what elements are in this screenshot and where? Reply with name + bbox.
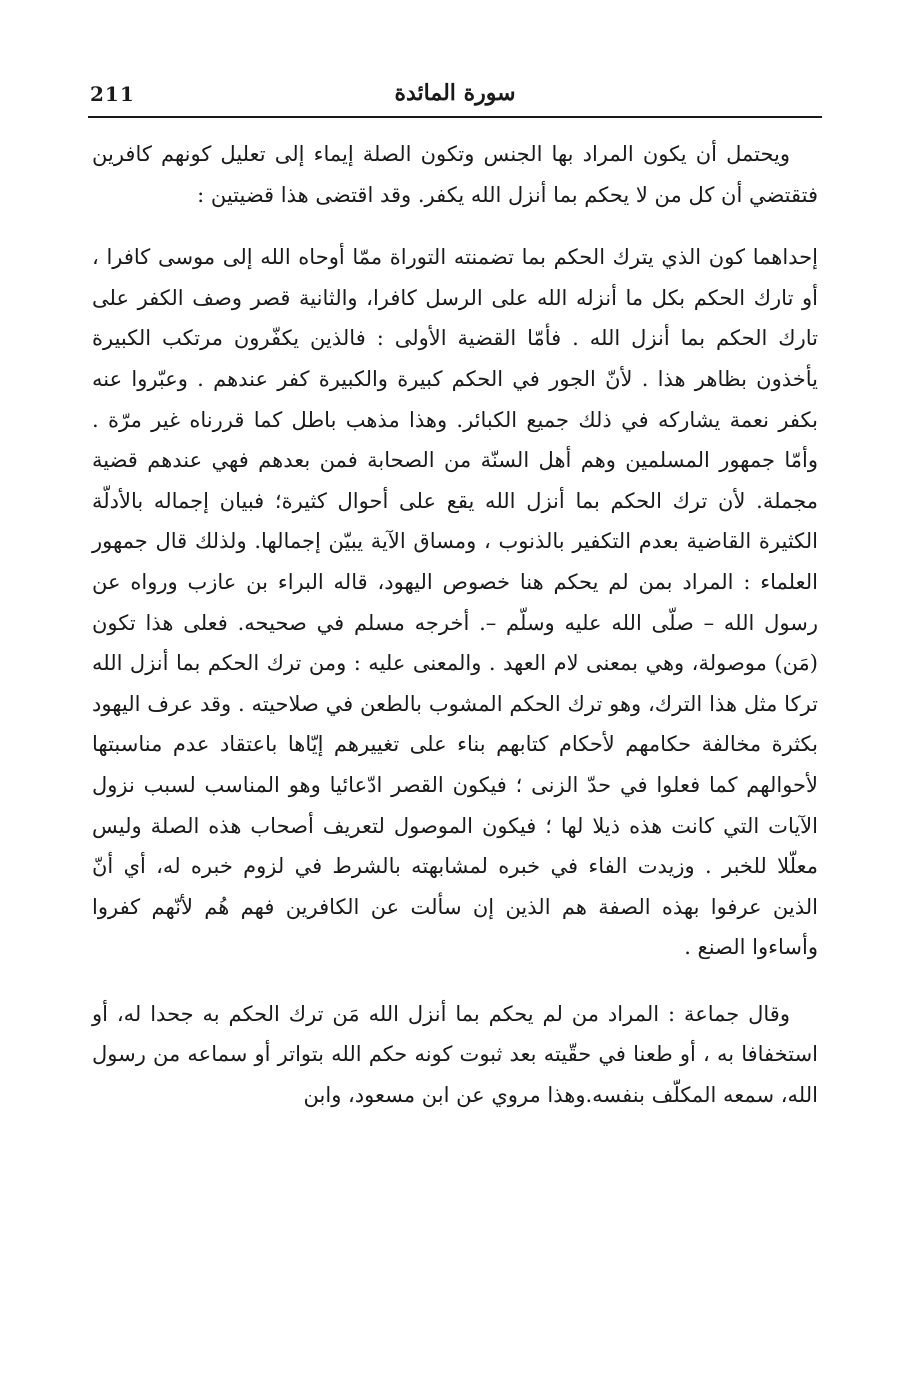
paragraph: إحداهما كون الذي يترك الحكم بما تضمنته التوراة ممّا أوحاه الله إلى موسى كافرا ، أو تارك الحكم بكل ما أنزله الله على الرسل كافرا، والثانية قصر وصف الكفر على تارك الحكم بما أنزل الله . فأمّا القضية الأولى : فالذين يكفّرون مرتكب الكبيرة يأخذون بظاهر هذا . لأنّ الجور في الحكم كبيرة والكبيرة كفر عندهم . وعبّروا عنه بكفر نعمة يشاركه في ذلك جميع الكبائر. وهذا مذهب باطل كما قررناه غير مرّة . وأمّا جمهور المسلمين وهم أهل السنّة من الصحابة فمن بعدهم فهي عندهم قضية مجملة. لأن ترك الحكم بما أنزل الله يقع على أحوال كثيرة؛ فبيان إجماله بالأدلّة الكثيرة القاضية بعدم التكفير بالذنوب ، ومساق الآية يبيّن إجمالها. ولذلك قال جمهور العلماء : المراد بمن لم يحكم هنا خصوص اليهود، قاله البراء بن عازب ورواه عن رسول الله – صلّى الله عليه وسلّم –. أخرجه مسلم في صحيحه. فعلى هذا تكون (مَن) موصولة، وهي بمعنى لام العهد . والمعنى عليه : ومن ترك الحكم بما أنزل الله تركا مثل هذا الترك، وهو ترك الحكم المشوب بالطعن في صلاحيته . وقد عرف اليهود بكثرة مخالفة حكامهم لأحكام كتابهم بناء على تغييرهم إيّاها باعتقاد عدم مناسبتها لأحوالهم كما فعلوا في حدّ الزنى ؛ فيكون القصر ادّعائيا وهو المناسب لسبب نزول الآيات التي كانت هذه ذيلا لها ؛ فيكون الموصول لتعريف أصحاب هذه الصلة وليس معلّلا للخبر . وزيدت الفاء في خبره لمشابهته بالشرط في لزوم خبره له، أي أنّ الذين عرفوا بهذه الصفة هم الذين إن سألت عن الكافرين فهم هُم لأنّهم كفروا وأساءوا الصنع . [92,245,818,960]
paragraph: ويحتمل أن يكون المراد بها الجنس وتكون الصلة إيماء إلى تعليل كونهم كافرين فتقتضي أن كل من لا يحكم بما أنزل الله يكفر. وقد اقتضى هذا قضيتين : [92,142,818,207]
page-body [92,134,818,1116]
page-header [90,78,820,112]
page-number: 211 [90,82,135,106]
paragraph: وقال جماعة : المراد من لم يحكم بما أنزل الله مَن ترك الحكم به جحدا له، أو استخفافا به ، أو طعنا في حقّيته بعد ثبوت كونه حكم الله بتواتر أو سماعه من رسول الله، سمعه المكلّف بنفسه.وهذا مروي عن ابن مسعود، وابن [92,1001,818,1108]
running-title: سورة المائدة [394,80,516,106]
header-rule [88,116,822,118]
